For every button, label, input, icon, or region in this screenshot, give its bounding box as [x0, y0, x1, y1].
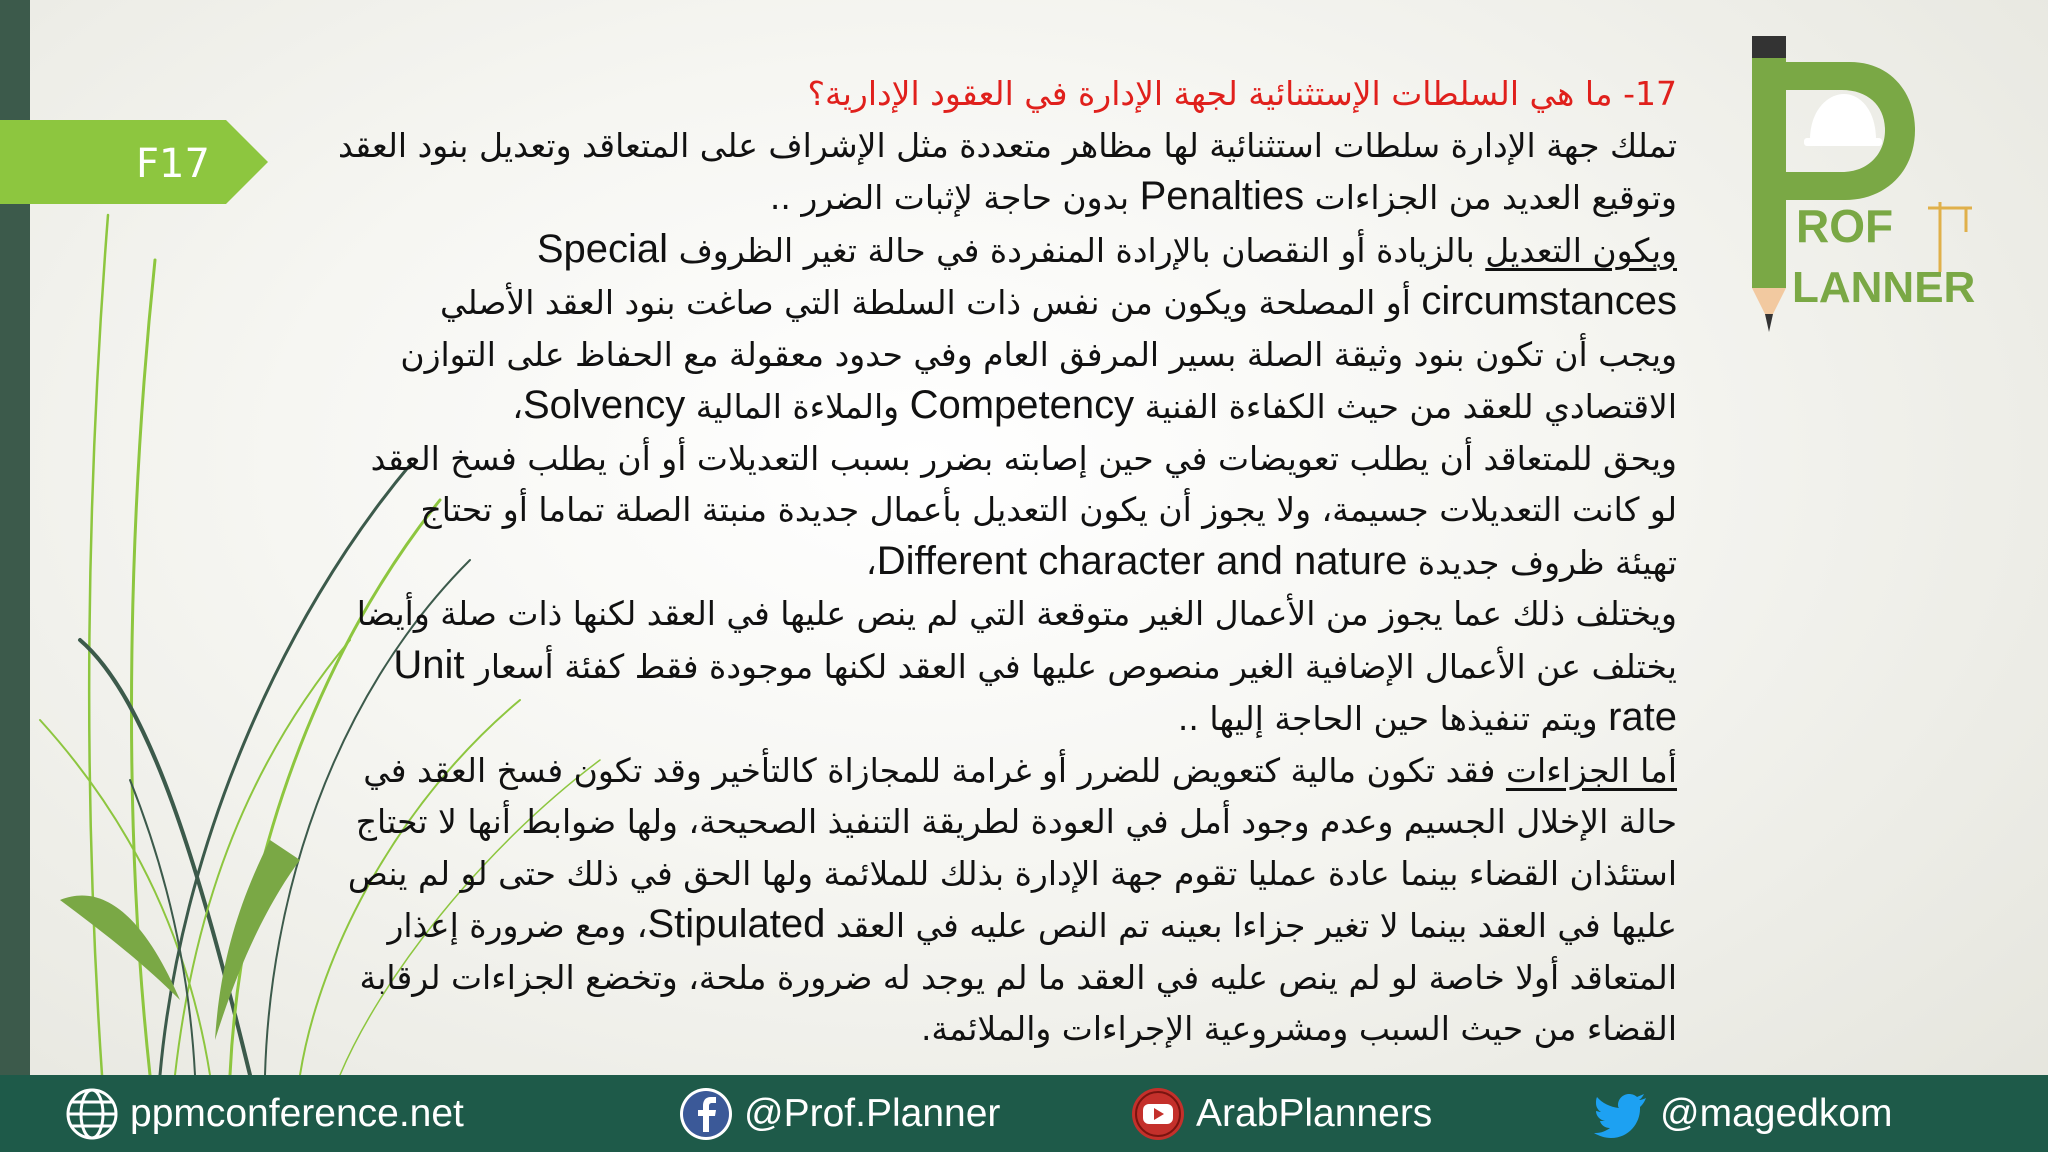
body-line: [325, 120, 1677, 172]
text-segment: ،: [512, 387, 523, 426]
text-segment: الاقتصادي للعقد من حيث الكفاءة الفنية: [1134, 387, 1677, 426]
twitter-text: @magedkom: [1660, 1091, 1893, 1135]
body-line: [325, 952, 1677, 1004]
text-segment: يختلف عن الأعمال الإضافية الغير منصوص عليها في العقد لكنها موجودة فقط كفئة أسعار: [464, 646, 1677, 686]
body-line: [325, 329, 1677, 381]
text-segment: فقد تكون مالية كتعويض للضرر أو غرامة للمجازاة كالتأخير وقد تكون فسخ العقد في: [363, 750, 1506, 790]
text-segment: لو كانت التعديلات جسيمة، ولا يجوز أن يكون التعديل بأعمال جديدة منبتة الصلة تماما أو تحتاج: [420, 490, 1677, 529]
text-segment: المتعاقد أولا خاصة لو لم ينص عليه في العقد ما لم يوجد له ضرورة ملحة، وتخضع الجزاءات لرقابة: [359, 957, 1677, 997]
facebook-text: @Prof.Planner: [744, 1091, 1001, 1135]
text-segment: تهيئة ظروف جديدة: [1407, 542, 1677, 582]
body-line: [325, 433, 1677, 485]
website-text: ppmconference.net: [130, 1091, 464, 1135]
text-segment: ويجب أن تكون بنود وثيقة الصلة بسير المرفق العام وفي حدود معقولة مع الحفاظ على التوازن: [400, 334, 1677, 374]
english-term: Competency: [909, 383, 1135, 427]
youtube-text: ArabPlanners: [1196, 1091, 1433, 1135]
body-line: [325, 640, 1677, 693]
body-line: [325, 536, 1677, 589]
text-segment: والملاءة المالية: [685, 387, 910, 426]
body-line: [325, 484, 1677, 536]
text-segment: استئذان القضاء بينما عادة عمليا تقوم جهة الإدارة بذلك للملائمة ولها الحق في ذلك حتى لو لم ينص: [347, 853, 1677, 893]
body-line: [325, 745, 1677, 797]
text-segment: تملك جهة الإدارة سلطات استثنائية لها مظاهر متعددة مثل الإشراف على المتعاقد وتعديل بنود العقد: [337, 125, 1677, 165]
underlined-term: ويكون التعديل: [1485, 230, 1677, 270]
globe-icon: [64, 1086, 120, 1142]
english-term: Stipulated: [647, 902, 826, 946]
logo-text-lanner: LANNER: [1792, 263, 1976, 312]
body-line: [325, 1003, 1677, 1055]
underlined-term: أما الجزاءات: [1505, 750, 1677, 790]
text-segment: القضاء من حيث السبب ومشروعية الإجراءات والملائمة.: [920, 1009, 1677, 1048]
footer-website[interactable]: [64, 1075, 464, 1152]
english-term: Penalties: [1139, 174, 1305, 218]
youtube-icon: [1130, 1086, 1186, 1142]
slide-number-tab: [0, 120, 268, 204]
facebook-icon: [678, 1086, 734, 1142]
body-line: [325, 848, 1677, 900]
text-segment: بالزيادة أو النقصان بالإرادة المنفردة في حالة تغير الظروف: [668, 230, 1486, 270]
text-segment: وتوقيع العديد من الجزاءات: [1304, 178, 1677, 217]
body-line: [325, 899, 1677, 952]
english-term: rate: [1608, 695, 1677, 739]
prof-planner-logo: [1740, 22, 2000, 342]
body-line: [325, 796, 1677, 848]
slide-number-label: F17: [136, 141, 210, 187]
footer-youtube[interactable]: [1130, 1075, 1432, 1152]
logo-text-rof: ROF: [1796, 200, 1894, 252]
english-term: Different character and nature: [876, 538, 1408, 583]
body-line: [325, 224, 1677, 277]
text-segment: عليها في العقد بينما لا تغير جزاءا بعينه تم النص عليه في العقد: [825, 906, 1677, 945]
text-segment: حالة الإخلال الجسيم وعدم وجود أمل في العودة لطريقة التنفيذ الصحيحة، ولها ضوابط أنها لا تحتاج: [355, 802, 1677, 841]
text-segment: ويختلف ذلك عما يجوز من الأعمال الغير متوقعة التي لم ينص عليها في العقد لكنها ذات صلة وأيضا: [356, 594, 1677, 633]
body-line: [325, 276, 1677, 329]
text-segment: ويحق للمتعاقد أن يطلب تعويضات في حين إصابته بضرر بسبب التعديلات أو أن يطلب فسخ العقد: [370, 438, 1677, 478]
question-title: 17- ما هي السلطات الإستثنائية لجهة الإدارة في العقود الإدارية؟: [807, 74, 1677, 113]
footer-twitter[interactable]: [1594, 1075, 1893, 1152]
text-segment: بدون حاجة لإثبات الضرر ..: [769, 178, 1140, 217]
text-segment: ويتم تنفيذها حين الحاجة إليها ..: [1177, 699, 1609, 738]
text-segment: ،: [866, 542, 877, 582]
twitter-icon: [1594, 1086, 1650, 1142]
body-line: [325, 692, 1677, 745]
english-term: Solvency: [523, 383, 686, 427]
english-term: Special: [536, 226, 669, 271]
body-line: [325, 588, 1677, 640]
body-line: [325, 171, 1677, 224]
footer-facebook[interactable]: [678, 1075, 1000, 1152]
body-line: [325, 380, 1677, 433]
text-segment: ، ومع ضرورة إعذار: [387, 906, 648, 945]
slide-body: [325, 68, 1677, 1055]
text-segment: أو المصلحة ويكون من نفس ذات السلطة التي صاغت بنود العقد الأصلي: [439, 283, 1422, 322]
english-term: Unit: [393, 642, 465, 687]
footer-bar: [0, 1075, 2048, 1152]
english-term: circumstances: [1421, 279, 1677, 323]
body-paragraphs: [325, 120, 1677, 1055]
